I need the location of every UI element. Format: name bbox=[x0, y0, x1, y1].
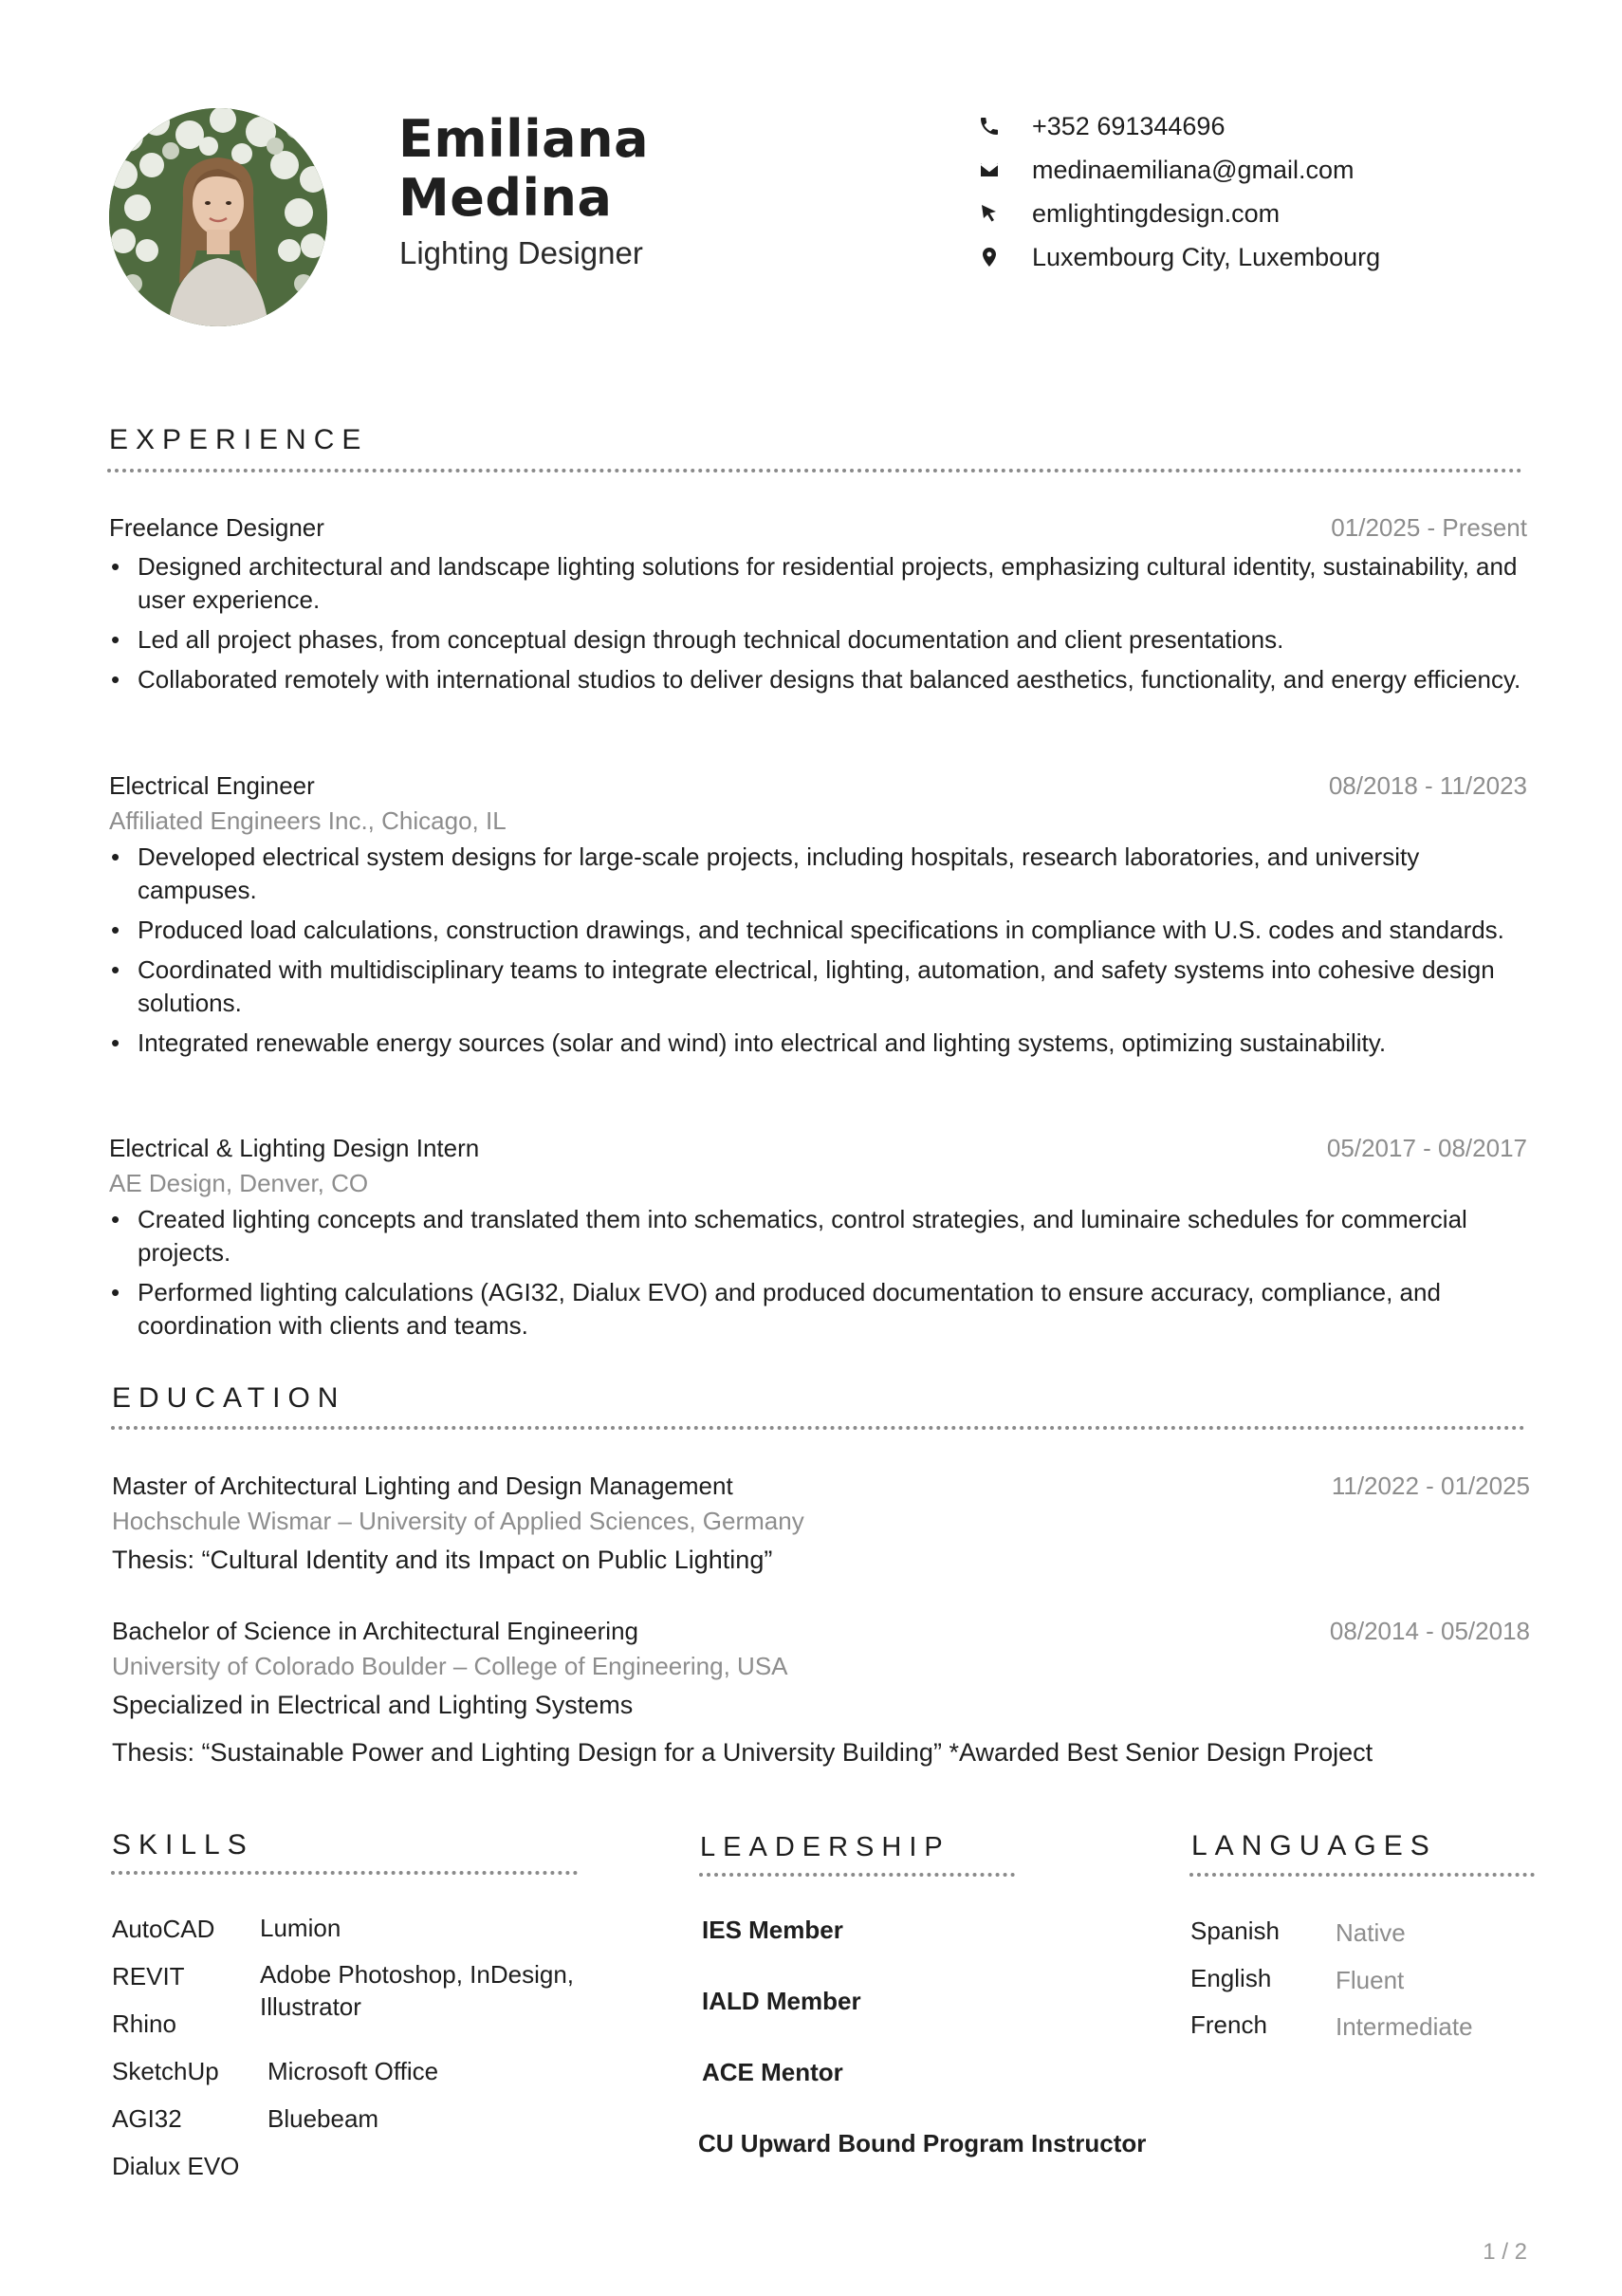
bullet-item: • Led all project phases, from conceptual design through technical documentation and client presentations. bbox=[109, 623, 1527, 657]
language-name: French bbox=[1190, 2010, 1267, 2039]
skill-item: Adobe Photoshop, InDesign, Illustrator bbox=[260, 1960, 575, 2021]
leadership-heading: LEADERSHIP bbox=[700, 1832, 950, 1862]
school-name: University of Colorado Boulder – College of Engineering, USA bbox=[112, 1652, 788, 1680]
contact-location bbox=[975, 235, 1380, 279]
bullet-item: • Developed electrical system designs for large-scale projects, including hospitals, research laboratories, and university campuses. bbox=[109, 841, 1527, 907]
language-level: Intermediate bbox=[1336, 2012, 1473, 2041]
skills-heading: SKILLS bbox=[112, 1829, 254, 1861]
experience-divider bbox=[107, 469, 1522, 472]
mail-icon bbox=[975, 156, 1004, 184]
bullet-item: • Integrated renewable energy sources (solar and wind) into electrical and lighting systems, optimizing sustainability. bbox=[109, 1027, 1527, 1060]
bullet-item: • Coordinated with multidisciplinary teams to integrate electrical, lighting, automation, and safety systems into cohesive design solutions. bbox=[109, 954, 1527, 1020]
job-role: Electrical Engineer bbox=[109, 771, 315, 800]
bullet-item: • Produced load calculations, construction drawings, and technical specifications in compliance with U.S. codes and standards. bbox=[109, 914, 1527, 947]
education-entry bbox=[112, 1612, 1530, 1769]
degree-name: Master of Architectural Lighting and Design Management bbox=[112, 1472, 733, 1500]
language-level: Fluent bbox=[1336, 1966, 1405, 1994]
candidate-name bbox=[398, 110, 649, 228]
degree-name: Bachelor of Science in Architectural Engineering bbox=[112, 1617, 638, 1645]
phone-icon bbox=[975, 112, 1004, 140]
education-detail: Thesis: “Cultural Identity and its Impact on Public Lighting” bbox=[112, 1546, 773, 1574]
skill-item: SketchUp bbox=[112, 2057, 219, 2085]
school-name: Hochschule Wismar – University of Applied Sciences, Germany bbox=[112, 1507, 804, 1535]
experience-entry bbox=[109, 1129, 1527, 1349]
leadership-item: CU Upward Bound Program Instructor bbox=[698, 2129, 1147, 2157]
company-name: Affiliated Engineers Inc., Chicago, IL bbox=[109, 806, 507, 835]
education-detail: Thesis: “Sustainable Power and Lighting Design for a University Building” *Awarded Best Senior Design Project bbox=[112, 1738, 1373, 1767]
page-number: 1 / 2 bbox=[1483, 2239, 1527, 2265]
skill-item: AutoCAD bbox=[112, 1915, 215, 1943]
job-bullets bbox=[109, 841, 1527, 1060]
contact-location-text: Luxembourg City, Luxembourg bbox=[1032, 242, 1381, 271]
location-pin-icon bbox=[975, 243, 1004, 271]
education-heading: EDUCATION bbox=[112, 1382, 346, 1414]
language-level: Native bbox=[1336, 1918, 1406, 1947]
cursor-icon bbox=[975, 199, 1004, 228]
education-dates: 08/2014 - 05/2018 bbox=[1329, 1617, 1530, 1645]
education-divider bbox=[111, 1426, 1525, 1430]
contact-email bbox=[975, 148, 1380, 192]
experience-entry bbox=[109, 767, 1527, 1066]
bullet-item: • Created lighting concepts and translated them into schematics, control strategies, and luminaire schedules for commercial projects. bbox=[109, 1203, 1527, 1269]
education-dates: 11/2022 - 01/2025 bbox=[1331, 1472, 1530, 1500]
skill-item: REVIT bbox=[112, 1962, 185, 1990]
language-name: English bbox=[1190, 1964, 1272, 1992]
profile-photo bbox=[109, 108, 327, 326]
company-name: AE Design, Denver, CO bbox=[109, 1169, 369, 1197]
leadership-item: IALD Member bbox=[702, 1987, 861, 2015]
bullet-item: • Performed lighting calculations (AGI32, Dialux EVO) and produced documentation to ensure accuracy, compliance, and coordination with clients and teams. bbox=[109, 1276, 1527, 1342]
job-bullets bbox=[109, 550, 1527, 696]
skill-item: Bluebeam bbox=[267, 2104, 379, 2133]
experience-heading: EXPERIENCE bbox=[109, 424, 369, 455]
contact-list bbox=[975, 104, 1380, 279]
contact-website-text[interactable]: emlightingdesign.com bbox=[1032, 198, 1281, 228]
contact-phone-text: +352 691344696 bbox=[1032, 111, 1226, 140]
leadership-divider bbox=[699, 1873, 1015, 1877]
contact-phone bbox=[975, 104, 1380, 148]
skill-item: Dialux EVO bbox=[112, 2152, 240, 2180]
job-dates: 08/2018 - 11/2023 bbox=[1328, 771, 1527, 800]
skill-item: Rhino bbox=[112, 2009, 176, 2038]
last-name: Medina bbox=[398, 168, 613, 228]
leadership-item: ACE Mentor bbox=[702, 2058, 843, 2086]
job-bullets bbox=[109, 1203, 1527, 1342]
bullet-item: • Collaborated remotely with international studios to deliver designs that balanced aesthetics, functionality, and energy efficiency. bbox=[109, 663, 1527, 696]
first-name: Emiliana bbox=[398, 109, 650, 169]
job-dates: 01/2025 - Present bbox=[1331, 513, 1527, 542]
contact-website bbox=[975, 192, 1380, 235]
bullet-item: • Designed architectural and landscape lighting solutions for residential projects, emphasizing cultural identity, sustainability, and user experience. bbox=[109, 550, 1527, 617]
skill-item: AGI32 bbox=[112, 2104, 182, 2133]
contact-email-text[interactable]: medinaemiliana@gmail.com bbox=[1032, 155, 1355, 184]
education-detail: Specialized in Electrical and Lighting Systems bbox=[112, 1691, 634, 1719]
experience-entry bbox=[109, 509, 1527, 703]
education-entry bbox=[112, 1467, 1530, 1577]
languages-divider bbox=[1189, 1873, 1535, 1877]
job-dates: 05/2017 - 08/2017 bbox=[1326, 1134, 1527, 1162]
leadership-item: IES Member bbox=[702, 1916, 843, 1944]
skills-divider bbox=[111, 1871, 578, 1875]
skill-item: Microsoft Office bbox=[267, 2057, 439, 2085]
job-role: Electrical & Lighting Design Intern bbox=[109, 1134, 480, 1162]
job-role: Freelance Designer bbox=[109, 513, 324, 542]
skill-item: Lumion bbox=[260, 1914, 341, 1942]
job-title: Lighting Designer bbox=[399, 235, 643, 270]
languages-heading: LANGUAGES bbox=[1191, 1830, 1437, 1861]
language-name: Spanish bbox=[1190, 1916, 1280, 1945]
